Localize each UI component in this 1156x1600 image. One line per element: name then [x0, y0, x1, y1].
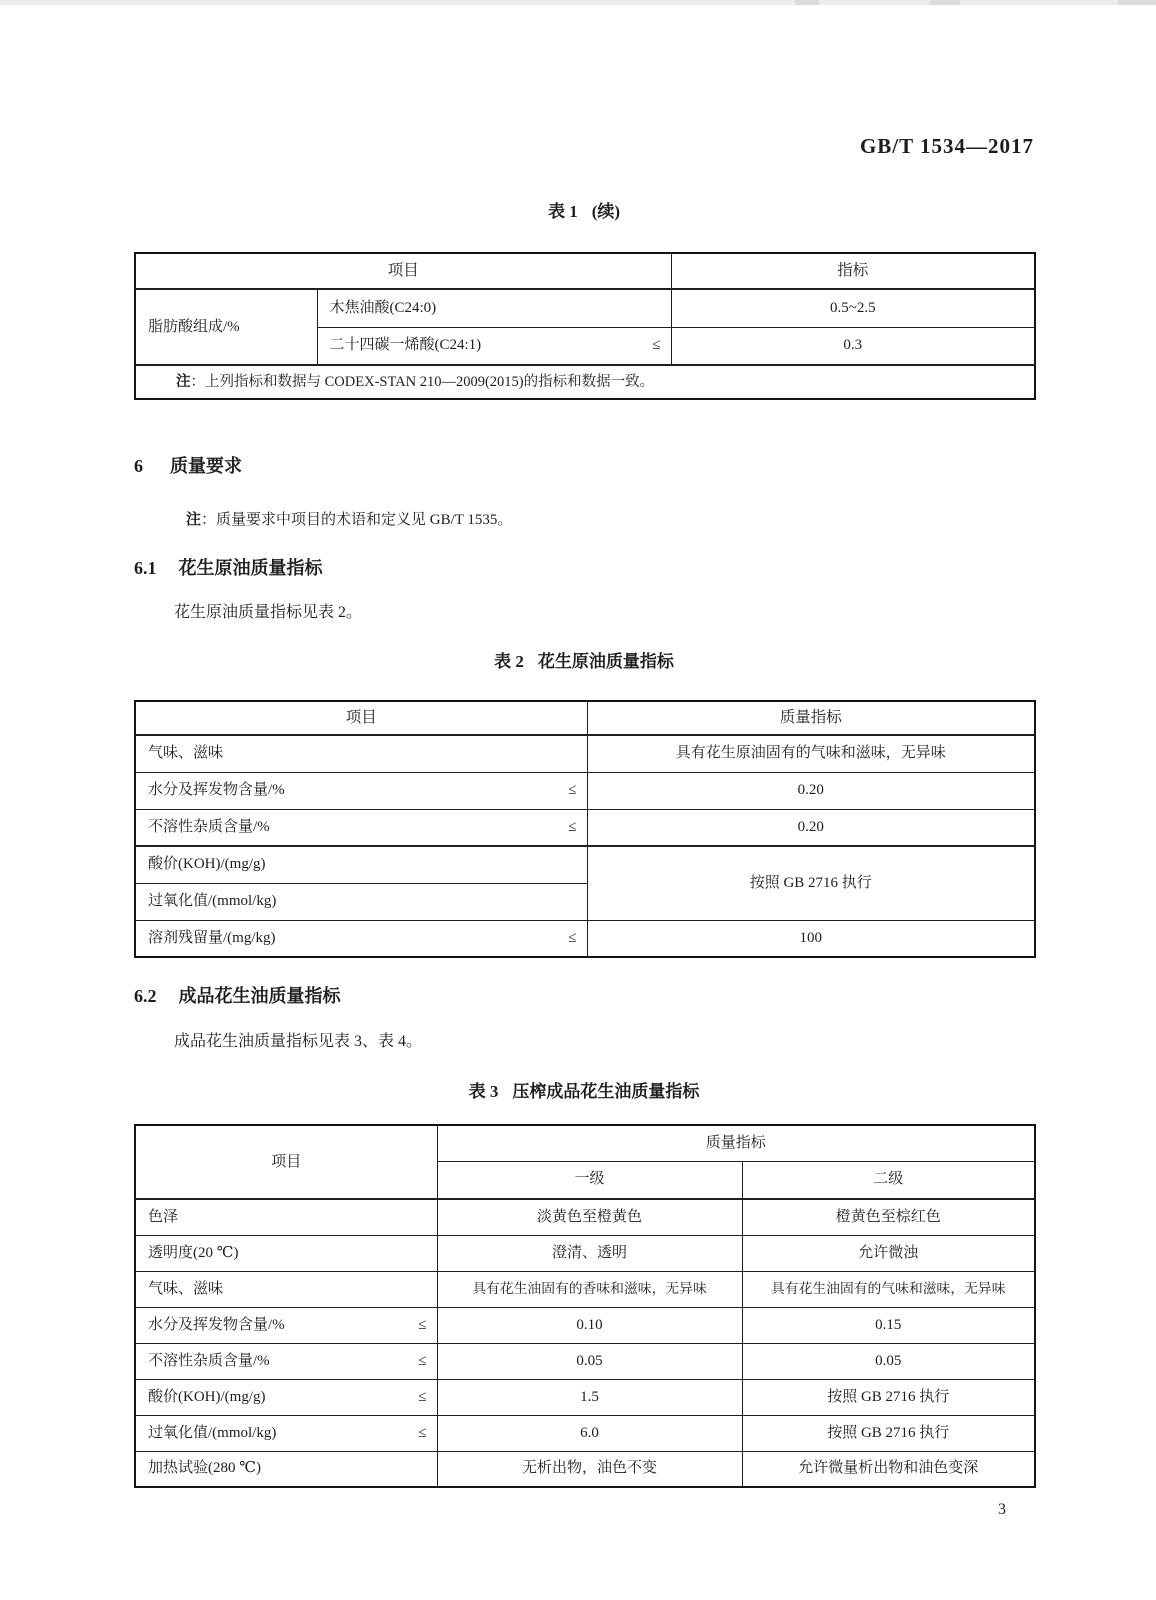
page-number: 3 [998, 1501, 1006, 1518]
note-label: 注 [176, 373, 191, 390]
section-number: 6.2 [134, 986, 157, 1006]
le-symbol: ≤ [652, 337, 661, 354]
table-row [135, 772, 1035, 809]
section-6-1-paragraph: 花生原油质量指标见表 2。 [174, 604, 363, 621]
scan-artifact-segment [1118, 0, 1156, 5]
table3-row-acid-grade2: 按照 GB 2716 执行 [742, 1379, 1035, 1415]
table-row [135, 1415, 1035, 1451]
table2-caption-prefix: 表 2 [494, 652, 524, 671]
note-text: ：上列指标和数据与 CODEX-STAN 210—2009(2015)的指标和数据一致。 [190, 373, 655, 390]
table3-row-odor-grade2: 具有花生油固有的气味和滋味，无异味 [742, 1271, 1035, 1307]
table2-header-indicator: 质量指标 [587, 701, 1035, 735]
table2-row-solvent-label: 溶剂残留量/(mg/kg) ≤ [135, 920, 587, 957]
section-number: 6.1 [134, 558, 157, 578]
table3-row-clarity-grade2: 允许微浊 [742, 1235, 1035, 1271]
section-6-1-heading [134, 554, 323, 580]
note-label: 注 [186, 512, 202, 528]
table2-row-impurity-value: 0.20 [587, 809, 1035, 846]
section-title: 质量要求 [170, 456, 242, 476]
table-row [135, 1271, 1035, 1307]
table-row [135, 809, 1035, 846]
table1-row2-label: 二十四碳一烯酸(C24:1) ≤ [317, 327, 671, 365]
table3-pressed-oil-quality [134, 1124, 1036, 1488]
table2-merged-gb2716-value: 按照 GB 2716 执行 [587, 846, 1035, 920]
table3-row-clarity-grade1: 澄清、透明 [437, 1235, 742, 1271]
table2-header-item: 项目 [135, 701, 587, 735]
table1-caption-prefix: 表 1 [547, 202, 578, 221]
table1-note-row [135, 365, 1035, 399]
table3-row-acid-label: 酸价(KOH)/(mg/g) ≤ [135, 1379, 437, 1415]
le-symbol: ≤ [568, 929, 577, 946]
table-row [135, 846, 1035, 883]
table-row [135, 1307, 1035, 1343]
table2-row-solvent-value: 100 [587, 920, 1035, 957]
table3-row-peroxide-label: 过氧化值/(mmol/kg) ≤ [135, 1415, 437, 1451]
table2-row-odor-value: 具有花生原油固有的气味和滋味，无异味 [587, 735, 1035, 772]
table3-header-group: 质量指标 [437, 1125, 1035, 1161]
table2-caption [134, 647, 1034, 672]
table2-row-peroxide-label: 过氧化值/(mmol/kg) [135, 883, 587, 920]
table-row [135, 289, 1035, 327]
table3-row-impurity-grade1: 0.05 [437, 1343, 742, 1379]
table3-header-row1 [135, 1125, 1035, 1161]
section-6-2-heading [134, 982, 341, 1008]
table3-row-moisture-grade2: 0.15 [742, 1307, 1035, 1343]
table3-header-item: 项目 [135, 1125, 437, 1199]
table3-row-moisture-label: 水分及挥发物含量/% ≤ [135, 1307, 437, 1343]
table3-row-odor-grade1: 具有花生油固有的香味和滋味，无异味 [437, 1271, 742, 1307]
table3-row-heating-grade2: 允许微量析出物和油色变深 [742, 1451, 1035, 1487]
table-row [135, 1199, 1035, 1235]
table3-row-peroxide-grade1: 6.0 [437, 1415, 742, 1451]
section-title: 花生原油质量指标 [178, 558, 323, 578]
table3-row-clarity-label: 透明度(20 ℃) [135, 1235, 437, 1271]
table3-row-odor-label: 气味、滋味 [135, 1271, 437, 1307]
table1-note [135, 365, 1035, 399]
le-symbol: ≤ [568, 818, 577, 835]
le-symbol: ≤ [418, 1316, 427, 1333]
section-6-2-paragraph: 成品花生油质量指标见表 3、表 4。 [174, 1033, 423, 1050]
table2-row-moisture-value: 0.20 [587, 772, 1035, 809]
note-text: ：质量要求中项目的术语和定义见 GB/T 1535。 [201, 512, 513, 528]
le-symbol: ≤ [568, 782, 577, 799]
table3-caption [134, 1077, 1034, 1102]
table3-header-grade2: 二级 [742, 1161, 1035, 1199]
table3-header-grade1: 一级 [437, 1161, 742, 1199]
scan-artifact-segment [930, 0, 960, 5]
table3-row-peroxide-grade2: 按照 GB 2716 执行 [742, 1415, 1035, 1451]
table1-header-indicator: 指标 [671, 253, 1035, 289]
table-row [135, 920, 1035, 957]
table3-row-acid-grade1: 1.5 [437, 1379, 742, 1415]
table3-row-color-label: 色泽 [135, 1199, 437, 1235]
table3-row-color-grade2: 橙黄色至棕红色 [742, 1199, 1035, 1235]
table1-caption [134, 197, 1034, 222]
table2-crude-oil-quality [134, 700, 1036, 958]
table-row [135, 1451, 1035, 1487]
table2-caption-title: 花生原油质量指标 [537, 652, 674, 671]
table3-caption-prefix: 表 3 [468, 1082, 499, 1101]
le-symbol: ≤ [418, 1388, 427, 1405]
table3-row-moisture-grade1: 0.10 [437, 1307, 742, 1343]
section-title: 成品花生油质量指标 [178, 986, 341, 1006]
table1-header-row [135, 253, 1035, 289]
table2-row-impurity-label: 不溶性杂质含量/% ≤ [135, 809, 587, 846]
table3-row-color-grade1: 淡黄色至橙黄色 [437, 1199, 742, 1235]
table2-row-acid-label: 酸价(KOH)/(mg/g) [135, 846, 587, 883]
le-symbol: ≤ [418, 1424, 427, 1441]
table2-header-row [135, 701, 1035, 735]
table2-row-moisture-label: 水分及挥发物含量/% ≤ [135, 772, 587, 809]
table1-row2-value: 0.3 [671, 327, 1035, 365]
table-row [135, 1343, 1035, 1379]
table1-header-item: 项目 [135, 253, 671, 289]
scan-artifact-segment [795, 0, 819, 5]
table-row [135, 735, 1035, 772]
table-row [135, 1235, 1035, 1271]
table1-row1-label: 木焦油酸(C24:0) [317, 289, 671, 327]
table1-group-label: 脂肪酸组成/% [135, 289, 317, 365]
section-number: 6 [134, 456, 143, 476]
table2-row-odor-label: 气味、滋味 [135, 735, 587, 772]
document-number: GB/T 1534—2017 [859, 134, 1034, 158]
table3-row-heating-label: 加热试验(280 ℃) [135, 1451, 437, 1487]
section-6-heading [134, 452, 242, 478]
table3-caption-title: 压榨成品花生油质量指标 [512, 1082, 700, 1101]
table3-row-impurity-label: 不溶性杂质含量/% ≤ [135, 1343, 437, 1379]
scan-artifact-strip [0, 0, 1156, 5]
table1-row1-value: 0.5~2.5 [671, 289, 1035, 327]
table3-row-heating-grade1: 无析出物，油色不变 [437, 1451, 742, 1487]
le-symbol: ≤ [418, 1352, 427, 1369]
section-6-note [186, 508, 512, 529]
table-row [135, 1379, 1035, 1415]
table1-fatty-acid [134, 252, 1036, 400]
table1-caption-suffix: (续) [591, 202, 621, 221]
table3-row-impurity-grade2: 0.05 [742, 1343, 1035, 1379]
